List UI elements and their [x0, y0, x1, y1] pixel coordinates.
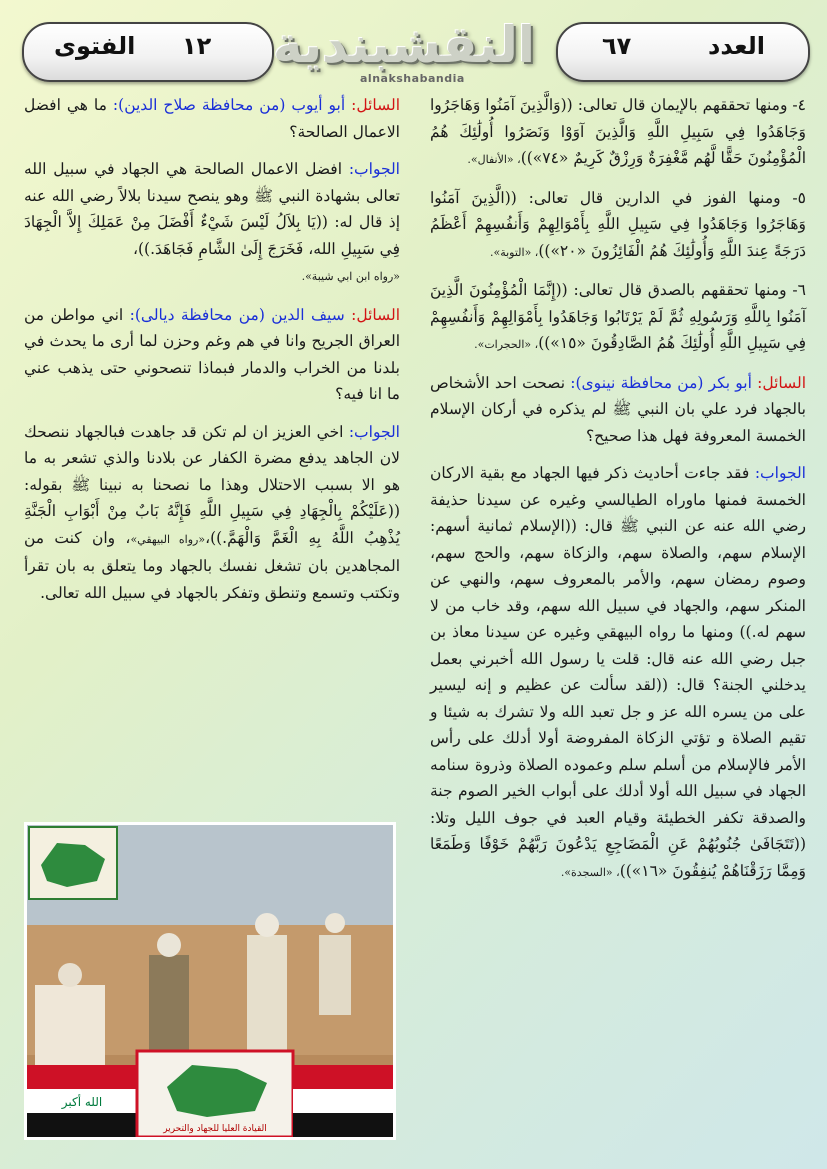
verse-paragraph: ٥- ومنها الفوز في الدارين قال تعالى: ((الَّذِينَ آمَنُوا وَهَاجَرُوا وَجَاهَدُوا فِي سَبِيلِ اللَّهِ بِأَمْوَالِهِمْ وَأَنفُسِهِمْ أَعْظَمُ دَرَجَةً عِندَ اللَّهِ وَأُولَٰئِكَ هُمُ الْفَائِزُونَ «٢٠»))، «التوبة».	[430, 188, 806, 260]
issue-scroll	[556, 22, 810, 82]
answer-label: الجواب:	[754, 464, 806, 482]
logo-text: النقشبندية	[273, 16, 535, 74]
question-paragraph: السائل: أبو أيوب (من محافظة صلاح الدين): ما هي افضل الاعمال الصالحة؟	[24, 96, 400, 141]
asker-name: أبو بكر (من محافظة نينوى):	[570, 373, 752, 392]
question-paragraph: السائل: أبو بكر (من محافظة نينوى): نصحت احد الأشخاص بالجهاد فرد علي بان النبي ﷺ لم يذكره في أركان الإسلام الخمسة المعروفة فهل هذا صحيح؟	[430, 373, 807, 445]
page-number: ١٢	[182, 32, 212, 60]
right-column	[430, 92, 806, 897]
asker-name: أبو أيوب (من محافظة صلاح الدين):	[112, 96, 346, 114]
answer-label: الجواب:	[348, 160, 400, 178]
answer-paragraph: الجواب: افضل الاعمال الصالحة هي الجهاد في سبيل الله تعالى بشهادة النبي ﷺ وهو ينصح سيدنا بلالاً رضي الله عنه إذ قال له: ((يَا بِلاَلُ لَيْسَ شَيْءٌ أَفْضَلَ مِنْ عَمَلِكَ إِلاَّ الْجِهَادَ فِي سَبِيلِ الله، فَخَرَجَ إِلَىٰ الشَّامِ فَجَاهَدَ.))، «رواه ابن ابي شيبة».	[24, 160, 400, 283]
verse-paragraph: ٤- ومنها تحققهم بالإيمان قال تعالى: ((وَالَّذِينَ آمَنُوا وَهَاجَرُوا وَجَاهَدُوا فِي سَبِيلِ اللَّهِ وَالَّذِينَ آوَوْا وَنَصَرُوا أُولَٰئِكَ هُمُ الْمُؤْمِنُونَ حَقًّا لَّهُم مَّغْفِرَةٌ وَرِزْقٌ كَرِيمٌ «٧٤»))، «الأنفال».	[430, 96, 806, 167]
question-paragraph: السائل: سيف الدين (من محافظة ديالى): اني مواطن من العراق الجريح وانا في هم وغم وحزن لما أرى ما يحدث في بلدنا من الخراب والدمار فبماذا تنصحوني حتى يذهب عني ما انا فيه؟	[24, 305, 400, 403]
left-column	[24, 92, 400, 617]
verse-paragraph: ٦- ومنها تحققهم بالصدق قال تعالى: ((إِنَّمَا الْمُؤْمِنُونَ الَّذِينَ آمَنُوا بِاللَّهِ وَرَسُولِهِ ثُمَّ لَمْ يَرْتَابُوا وَجَاهَدُوا بِأَمْوَالِهِمْ وَأَنفُسِهِمْ فِي سَبِيلِ اللَّهِ أُولَٰئِكَ هُمُ الصَّادِقُونَ «١٥»))، «الحجرات».	[430, 281, 806, 352]
banner-caption: القيادة العليا للجهاد والتحرير	[163, 1124, 267, 1134]
issue-number: ٦٧	[602, 32, 632, 60]
question-label: السائل:	[757, 373, 807, 392]
answer-label: الجواب:	[348, 422, 400, 441]
flag-text: الله أكبر	[61, 1095, 103, 1109]
magazine-logo	[273, 14, 535, 92]
asker-name: سيف الدين (من محافظة ديالى):	[129, 305, 345, 324]
answer-paragraph: الجواب: فقد جاءت أحاديث ذكر فيها الجهاد مع بقية الاركان الخمسة فمنها ماوراه الطيالسي وغيره عن سيدنا حذيفة رضي الله عنه عن النبي ﷺ قال: ((الإسلام ثمانية أسهم: الإسلام سهم، والصلاة سهم، والزكاة سهم، والحج سهم، وصوم رمضان سهم، والأمر بالمعروف سهم، والنهي عن المنكر سهم، والجهاد في سبيل الله سهم، وقد خاب من لا سهم له.)) ومنها ما رواه البيهقي وغيره عن سيدنا معاذ بن جبل رضي الله عنه قال: قلت يا رسول الله أخبرني بعمل يدخلني الجنة؟ قال: ((لقد سألت عن عظيم و إنه ليسير على من يسره الله عز و جل تعبد الله ولا تشرك به شيئا و تقيم الصلاة و تؤتي الزكاة المفروضة أولا أدلك على رأس الأمر فالإسلام من أسلم سلم وعموده الصلاة وذروة سنامه الجهاد في سبيل الله أولا أدلك على أبواب الخير الصوم جنة والصدقة تكفر الخطيئة وقيام العبد في جوف الليل وتلا: ((تَتَجَافَىٰ جُنُوبُهُمْ عَنِ الْمَضَاجِعِ يَدْعُونَ رَبَّهُمْ خَوْفًا وَطَمَعًا وَمِمَّا رَزَقْنَاهُمْ يُنفِقُونَ «١٦»))، «السجدة».	[430, 464, 806, 880]
section-scroll	[22, 22, 274, 82]
page-header	[0, 0, 827, 96]
issue-label: العدد	[708, 32, 765, 60]
question-label: السائل:	[351, 305, 400, 324]
photo	[24, 822, 396, 1140]
photo-illustration	[27, 825, 393, 1137]
question-label: السائل:	[351, 96, 400, 114]
section-title: الفتوى	[54, 32, 136, 60]
answer-paragraph: الجواب: اخي العزيز ان لم تكن قد جاهدت فبالجهاد ننصحك لان الجاهد يدفع مضرة الكفار عن بلادنا والذي تشعر به ما هو الا بسبب الاحتلال وهذا ما نصحنا به نبينا ﷺ بقوله: ((عَلَيْكُمْ بِالْجِهَادِ فِي سَبِيلِ اللَّهِ فَإِنَّهُ بَابٌ مِنْ أَبْوَابِ الْجَنَّةِ يُذْهِبُ اللَّهُ بِهِ الْغَمَّ وَالْهَمَّ.))،«رواه البيهقي»، وان كنت من المجاهدين بان تشغل نفسك بالجهاد وما يتعلق به بان تقرأ وتكتب وتسمع وتنطق وتفكر بالجهاد في سبيل الله تعالى.	[24, 422, 400, 602]
logo-latin: alnakshabandia	[360, 72, 465, 85]
